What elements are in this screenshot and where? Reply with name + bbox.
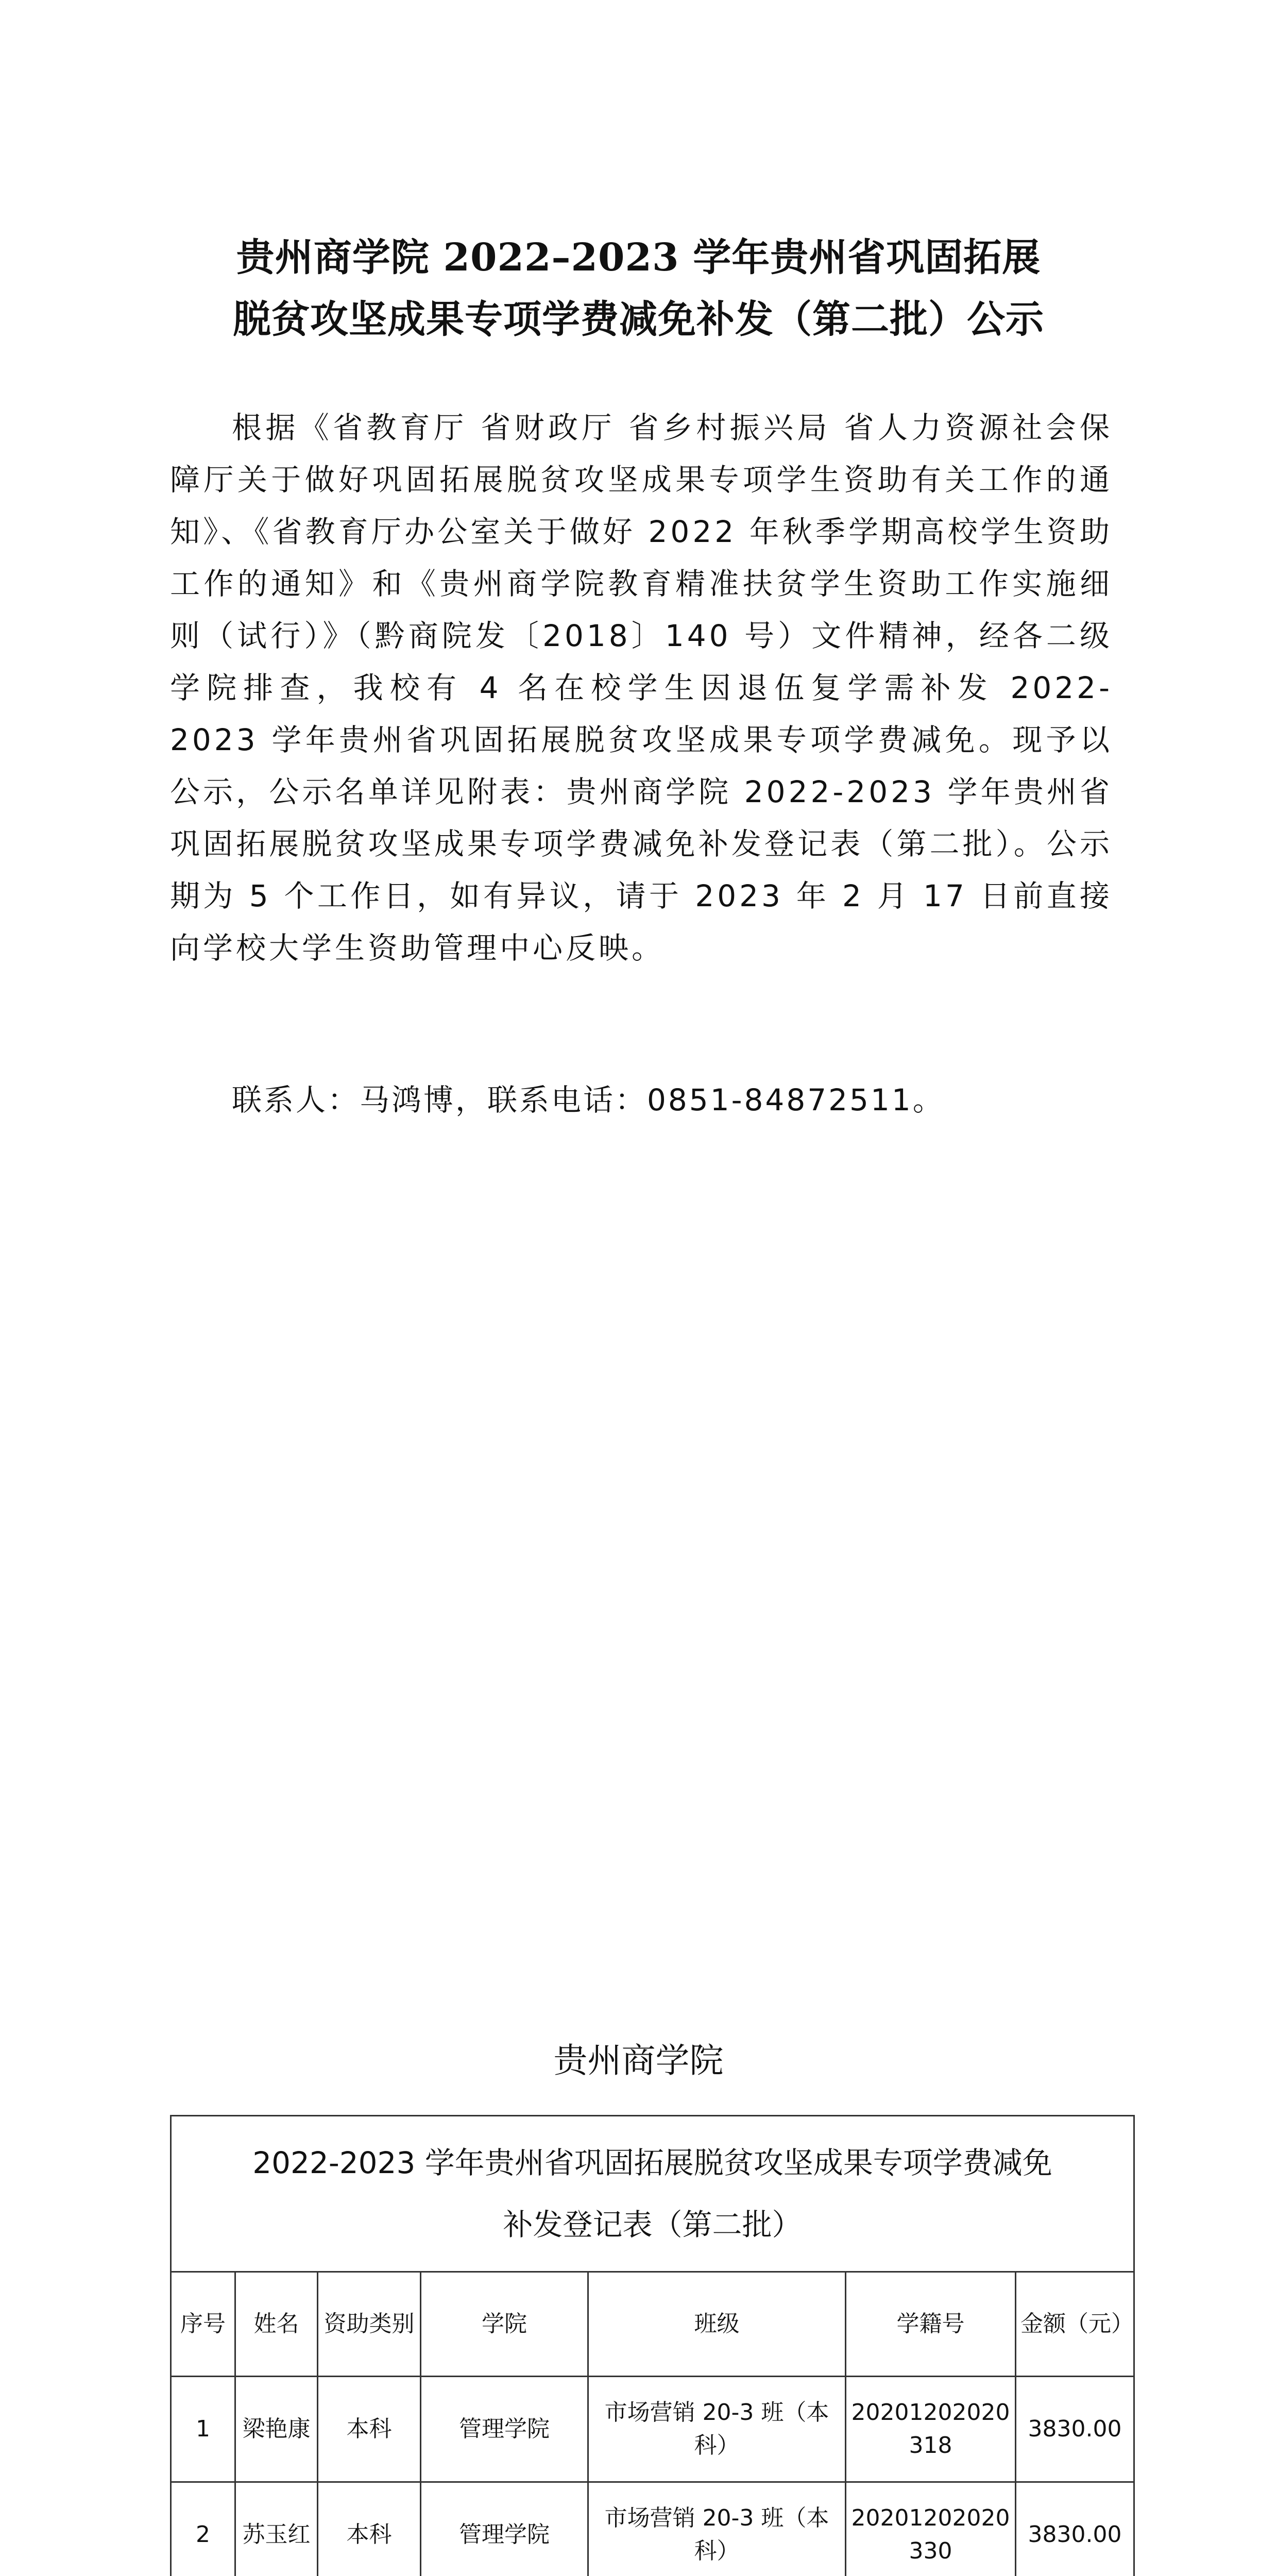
cell-student-id: 20201202020318 [846,2377,1016,2482]
header-class: 班级 [588,2272,846,2377]
cell-amount: 3830.00 [1016,2377,1134,2482]
table-caption [171,2116,1134,2272]
table-caption-line1: 2022-2023 学年贵州省巩固拓展脱贫攻坚成果专项学费减免 [252,2145,1052,2180]
notice-title-line2: 脱贫攻坚成果专项学费减免补发（第二批）公示 [233,297,1044,342]
cell-seq: 1 [171,2377,235,2482]
header-student-id: 学籍号 [846,2272,1016,2377]
cell-student-id: 20201202020330 [846,2482,1016,2576]
cell-amount: 3830.00 [1016,2482,1134,2576]
header-name: 姓名 [235,2272,318,2377]
cell-college: 管理学院 [421,2377,588,2482]
notice-paragraph: 根据《省教育厅 省财政厅 省乡村振兴局 省人力资源社会保障厅关于做好巩固拓展脱贫攻坚成果专项学生资助有关工作的通知》、《省教育厅办公室关于做好 2022 年秋季学期高校学生资助工作的通知》和《贵州商学院教育精准扶贫学生资助工作实施细则（试行）》（黔商院发〔2018〕140 号）文件精神，经各二级学院排查，我校有 4 名在校学生因退伍复学需补发 2022-2023 学年贵州省巩固拓展脱贫攻坚成果专项学费减免。现予以公示，公示名单详见附表：贵州商学院 2022-2023 学年贵州省巩固拓展脱贫攻坚成果专项学费减免补发登记表（第二批）。公示期为 5 个工作日，如有异议，请于 2023 年 2 月 17 日前直接向学校大学生资助管理中心反映。 [170,410,1113,965]
cell-name: 梁艳康 [235,2377,318,2482]
cell-seq: 2 [171,2482,235,2576]
contact-line: 联系人：马鸿博，联系电话：0851-84872511。 [232,1082,945,1117]
notice-title-line1: 贵州商学院 2022–2023 学年贵州省巩固拓展 [236,235,1041,280]
cell-class: 市场营销 20-3 班（本科） [588,2377,846,2482]
cell-type: 本科 [318,2377,421,2482]
table-row [171,2482,1134,2576]
table-header-row [171,2272,1134,2377]
header-seq: 序号 [171,2272,235,2377]
registration-table [170,2115,1135,2576]
cell-class: 市场营销 20-3 班（本科） [588,2482,846,2576]
header-college: 学院 [421,2272,588,2377]
cell-college: 管理学院 [421,2482,588,2576]
header-type: 资助类别 [318,2272,421,2377]
cell-name: 苏玉红 [235,2482,318,2576]
table-row [171,2377,1134,2482]
attachment-school-name: 贵州商学院 [553,2041,724,2080]
table-caption-line2: 补发登记表（第二批） [503,2207,802,2242]
cell-type: 本科 [318,2482,421,2576]
header-amount: 金额（元） [1016,2272,1134,2377]
